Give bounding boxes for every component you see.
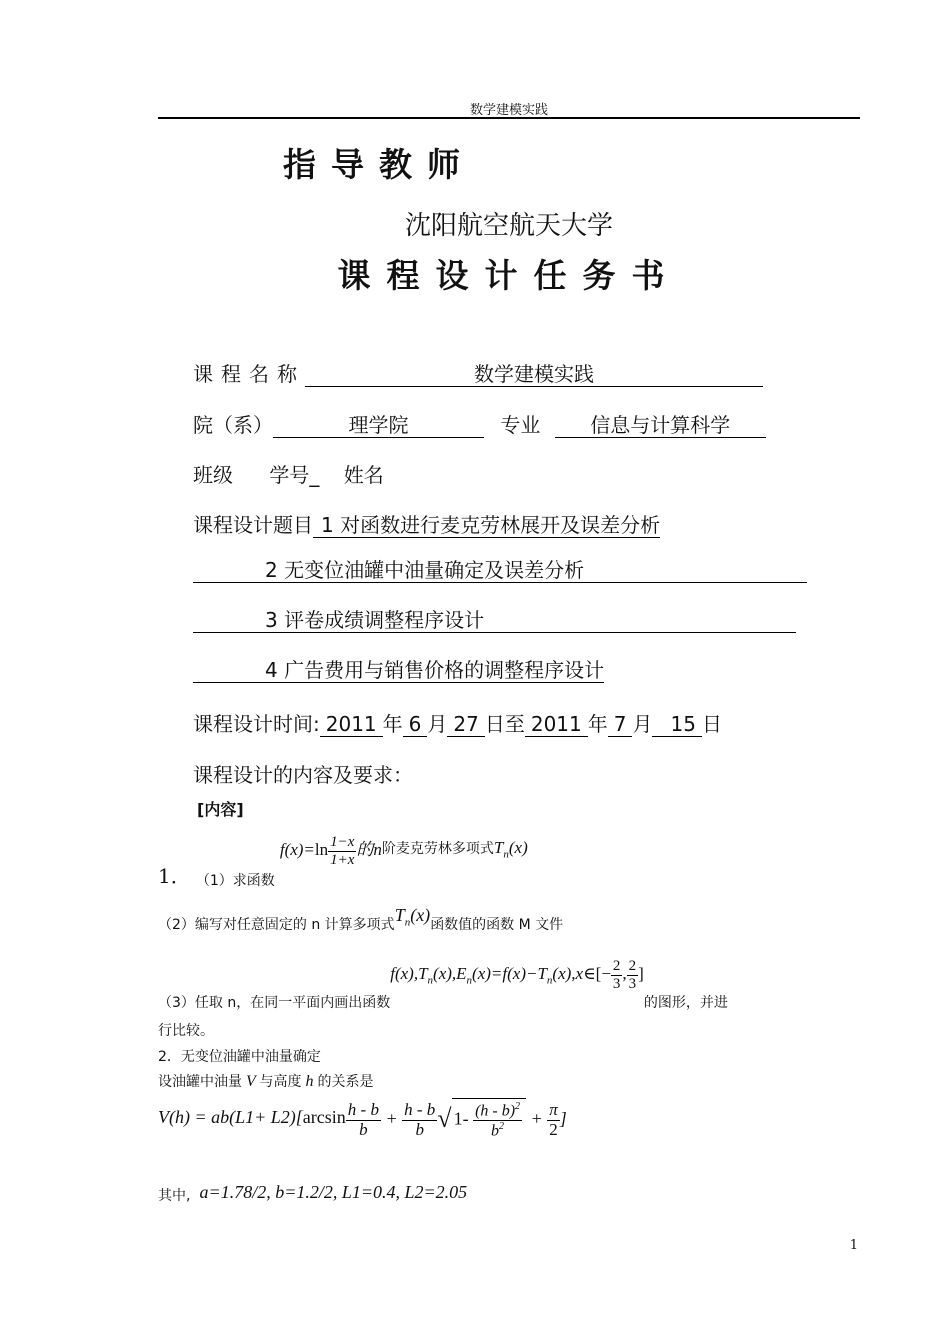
- item2-title: 2．无变位油罐中油量确定: [158, 1049, 321, 1065]
- item1-3-text-b: 的图形，并进: [643, 994, 728, 1011]
- time-label: 课程设计时间:: [193, 712, 320, 736]
- where-label: 其中,: [158, 1188, 191, 1204]
- item1-2-row: [158, 905, 564, 933]
- params-row: [158, 1182, 467, 1203]
- topic-3-row: [193, 608, 796, 633]
- end-year: 2011: [525, 713, 588, 737]
- item1-1-tail: 阶麦克劳林多项式: [381, 841, 494, 857]
- dept-row: [193, 409, 766, 438]
- topic-1: 1 对函数进行麦克劳林展开及误差分析: [313, 514, 660, 538]
- class-label: 班级: [193, 463, 233, 487]
- topic-4: 4 广告费用与销售价格的调整程序设计: [193, 659, 604, 683]
- tn-symbol: $T_n(x)$: [394, 905, 431, 929]
- topic-4-row: [193, 658, 604, 683]
- unit-day: 日: [701, 712, 722, 736]
- item1-3-text-c: 行比较。: [158, 1023, 214, 1039]
- class-row: [193, 459, 384, 488]
- course-name-row: [193, 358, 763, 387]
- item1-2-text-b: 函数值的函数 M 文件: [430, 917, 564, 933]
- item1-number: 1．: [158, 864, 191, 888]
- document-title: 课程设计任务书: [337, 256, 681, 295]
- plot-functions-formula: $f(x),T_n(x),E_n(x)=f(x)-T_n(x),x\in[-$ $\frac{2}{3}$ , $\frac{2}{3}$ ]: [390, 958, 644, 992]
- item2-desc-a: 设油罐中油量: [158, 1074, 242, 1090]
- time-to: 日至: [484, 712, 525, 736]
- var-v: V: [242, 1073, 260, 1090]
- maclaurin-formula: f(x)=ln $\frac{1-x}{1+x}$ 的n: [279, 834, 382, 868]
- start-day: 27: [447, 713, 484, 737]
- volume-formula: V(h) = ab(L1+ L2)[arcsin $\frac{h - b}{b}$ + $\frac{h - b}{b}$ √ 1- $\frac{(h - b)^2}{b^2}$ + $\frac{\pi}{2}$ ]: [158, 1098, 567, 1140]
- page-header: 数学建模实践: [469, 103, 548, 118]
- content-req-label: 课程设计的内容及要求：: [193, 763, 413, 787]
- end-day: 15: [652, 713, 701, 737]
- student-id-label: 学号_: [269, 463, 320, 487]
- item1-3-text-a: （3）任取 n，在同一平面内画出函数: [158, 994, 391, 1011]
- header-rule: [158, 117, 860, 119]
- course-name-value: 数学建模实践: [305, 363, 763, 387]
- university-name: 沈阳航空航天大学: [404, 211, 613, 240]
- topics-label: 课程设计题目: [193, 513, 313, 537]
- topic-2: 2 无变位油罐中油量确定及误差分析: [193, 559, 807, 583]
- unit-month-1: 月: [427, 712, 448, 736]
- unit-year-2: 年: [587, 712, 608, 736]
- taylor-poly-symbol: $T_n(x)$: [493, 838, 528, 861]
- item1-row: [158, 830, 528, 889]
- var-h: h: [301, 1073, 318, 1090]
- topic-2-row: [193, 558, 807, 583]
- major-label: 专业: [500, 413, 541, 437]
- time-row: [193, 708, 722, 737]
- unit-month-2: 月: [632, 712, 653, 736]
- param-values: a=1.78/2, b=1.2/2, L1=0.4, L2=2.05: [199, 1182, 468, 1202]
- unit-year-1: 年: [382, 712, 403, 736]
- start-month: 6: [403, 713, 428, 737]
- item2-desc-b: 与高度: [259, 1074, 302, 1090]
- major-value: 信息与计算科学: [555, 414, 766, 438]
- topics-row: [193, 509, 660, 538]
- name-label: 姓名: [343, 463, 384, 487]
- item1-1-text: （1）求函数: [195, 873, 275, 889]
- course-name-label: 课程名称: [193, 362, 305, 386]
- dept-label: 院（系）: [193, 413, 273, 437]
- start-year: 2011: [320, 713, 383, 737]
- page-number: 1: [849, 1238, 858, 1253]
- item1-3-row: [158, 958, 728, 1011]
- item1-2-text-a: （2）编写对任意固定的 n 计算多项式: [158, 917, 395, 933]
- item2-desc: [158, 1071, 373, 1091]
- teacher-heading: 指导教师: [283, 145, 475, 184]
- topic-3: 3 评卷成绩调整程序设计: [193, 609, 796, 633]
- end-month: 7: [608, 713, 633, 737]
- item2-desc-c: 的关系是: [317, 1074, 374, 1090]
- content-section-label: [内容]: [197, 800, 244, 819]
- dept-value: 理学院: [273, 414, 484, 438]
